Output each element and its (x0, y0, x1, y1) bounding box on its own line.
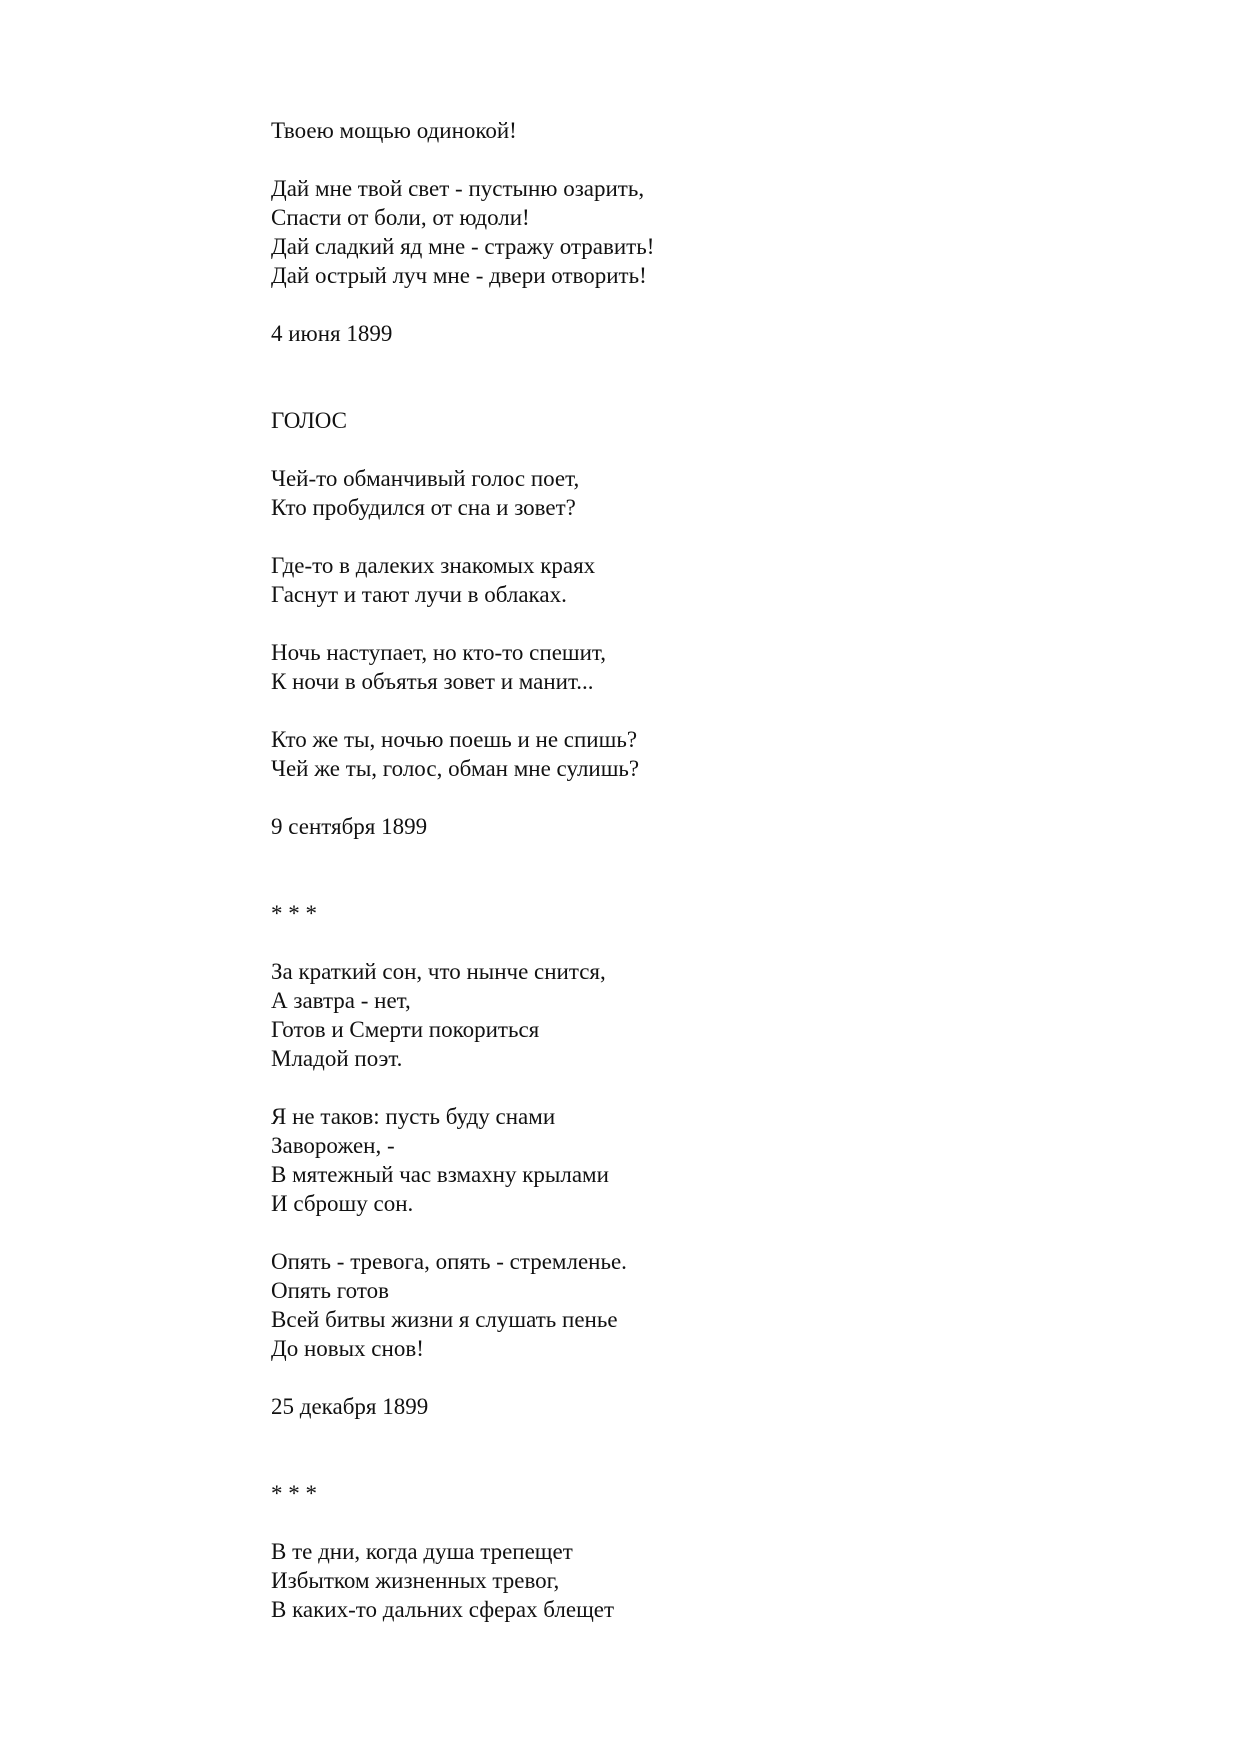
stanza (271, 116, 1171, 145)
verse-line: И сброшу сон. (271, 1191, 414, 1216)
stanza (271, 1102, 1171, 1218)
stanza (271, 725, 1171, 783)
verse-line: К ночи в объятья зовет и манит... (271, 669, 594, 694)
poem-title: ГОЛОС (271, 408, 348, 433)
stanza (271, 638, 1171, 696)
verse-line: Кто пробудился от сна и зовет? (271, 495, 576, 520)
poem (271, 116, 1171, 348)
poem (271, 1479, 1171, 1624)
verse-line: Младой поэт. (271, 1046, 403, 1071)
poem-title: * * * (271, 1481, 317, 1506)
verse-line: Дай острый луч мне - двери отворить! (271, 263, 647, 288)
verse-line: Гаснут и тают лучи в облаках. (271, 582, 567, 607)
poem-title: * * * (271, 901, 317, 926)
verse-line: Дай сладкий яд мне - стражу отравить! (271, 234, 655, 259)
poem (271, 406, 1171, 841)
poem-date: 25 декабря 1899 (271, 1394, 429, 1419)
verse-line: Избытком жизненных тревог, (271, 1568, 560, 1593)
stanza (271, 957, 1171, 1073)
poem (271, 899, 1171, 1421)
verse-line: Опять - тревога, опять - стремленье. (271, 1249, 627, 1274)
verse-line: В мятежный час взмахну крылами (271, 1162, 609, 1187)
verse-line: Ночь наступает, но кто-то спешит, (271, 640, 606, 665)
verse-line: Опять готов (271, 1278, 389, 1303)
poem-date: 9 сентября 1899 (271, 814, 428, 839)
verse-line: Чей же ты, голос, обман мне сулишь? (271, 756, 640, 781)
verse-line: А завтра - нет, (271, 988, 411, 1013)
verse-line: Кто же ты, ночью поешь и не спишь? (271, 727, 638, 752)
verse-line: В те дни, когда душа трепещет (271, 1539, 573, 1564)
verse-line: В каких-то дальних сферах блещет (271, 1597, 615, 1622)
verse-line: До новых снов! (271, 1336, 424, 1361)
verse-line: За краткий сон, что нынче снится, (271, 959, 606, 984)
verse-line: Всей битвы жизни я слушать пенье (271, 1307, 618, 1332)
verse-line: Чей-то обманчивый голос поет, (271, 466, 580, 491)
verse-line: Я не таков: пусть буду снами (271, 1104, 556, 1129)
verse-line: Заворожен, - (271, 1133, 395, 1158)
verse-line: Дай мне твой свет - пустыню озарить, (271, 176, 645, 201)
verse-line: Готов и Смерти покориться (271, 1017, 540, 1042)
verse-line: Где-то в далеких знакомых краях (271, 553, 596, 578)
stanza (271, 1537, 1171, 1624)
poem-date: 4 июня 1899 (271, 321, 393, 346)
verse-line: Спасти от боли, от юдоли! (271, 205, 530, 230)
stanza (271, 174, 1171, 290)
stanza (271, 551, 1171, 609)
stanza (271, 464, 1171, 522)
stanza (271, 1247, 1171, 1363)
document-text (271, 116, 1171, 1624)
verse-line: Твоею мощью одинокой! (271, 118, 517, 143)
